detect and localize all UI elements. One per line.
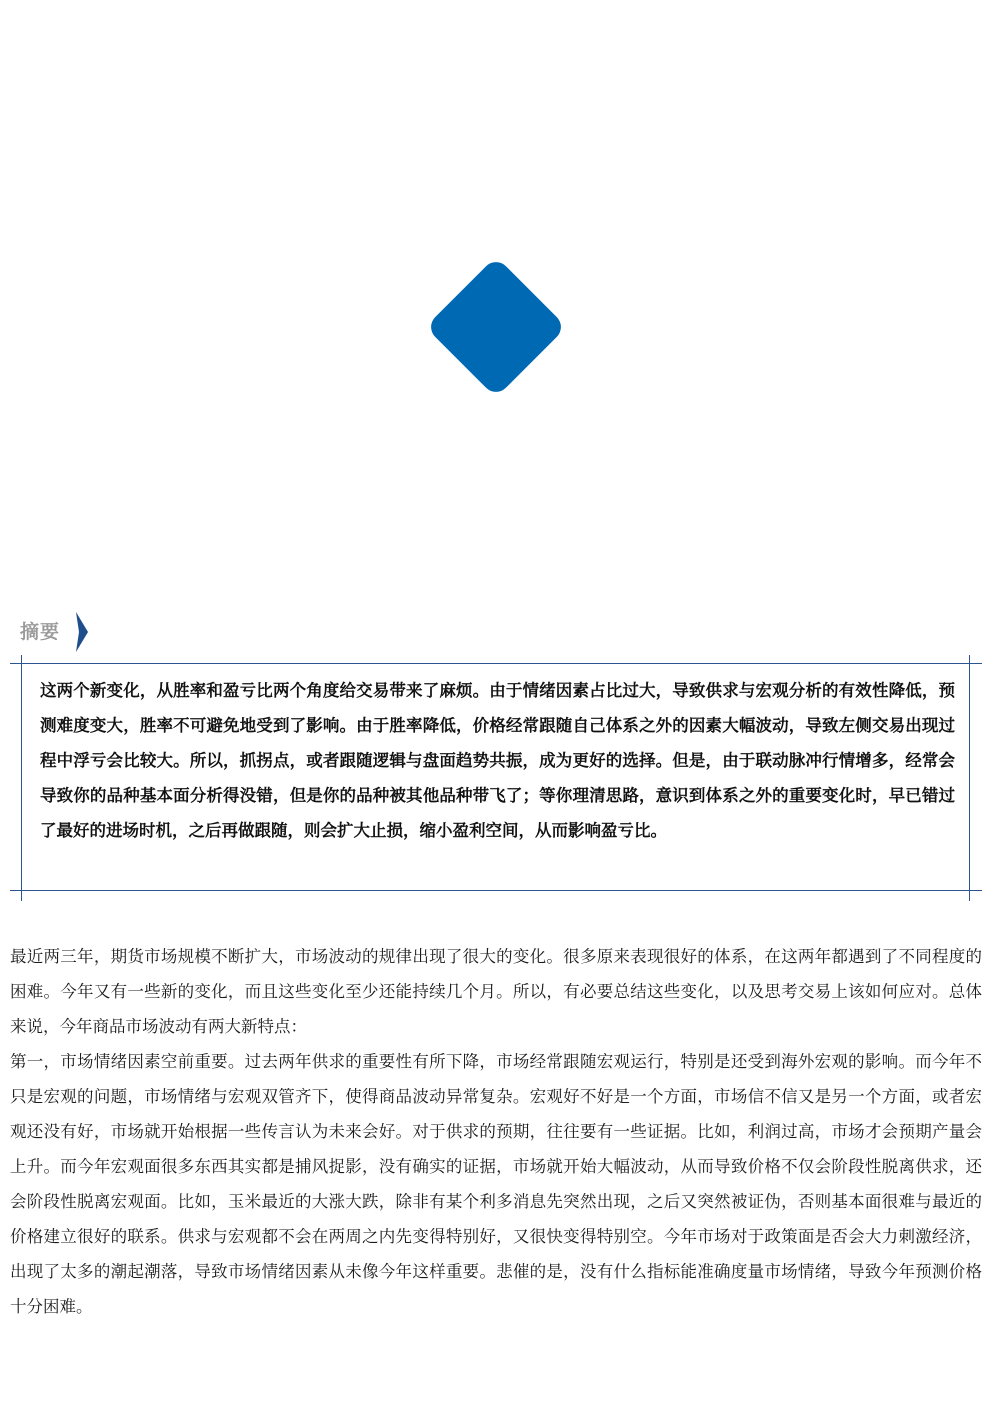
frame-left-line bbox=[21, 655, 22, 901]
frame-top-line bbox=[10, 663, 982, 664]
frame-bottom-line bbox=[10, 890, 982, 891]
body-paragraph-first-point: 第一，市场情绪因素空前重要。过去两年供求的重要性有所下降，市场经常跟随宏观运行，特别是还受到海外宏观的影响。而今年不只是宏观的问题，市场情绪与宏观双管齐下，使得商品波动异常复杂。宏观好不好是一个方面，市场信不信又是另一个方面，或者宏观还没有好，市场就开始根据一些传言认为未来会好。对于供求的预期，往往要有一些证据。比如，利润过高，市场才会预期产量会上升。而今年宏观面很多东西其实都是捕风捉影，没有确实的证据，市场就开始大幅波动，从而导致价格不仅会阶段性脱离供求，还会阶段性脱离宏观面。比如，玉米最近的大涨大跌，除非有某个利多消息先突然出现，之后又突然被证伪，否则基本面很难与最近的价格建立很好的联系。供求与宏观都不会在两周之内先变得特别好，又很快变得特别空。今年市场对于政策面是否会大力刺激经济，出现了太多的潮起潮落，导致市场情绪因素从未像今年这样重要。悲催的是，没有什么指标能准确度量市场情绪，导致今年预测价格十分困难。 bbox=[10, 1052, 982, 1316]
abstract-heading: 摘要 bbox=[20, 621, 61, 643]
diamond-logo-icon bbox=[424, 255, 568, 399]
abstract-text: 这两个新变化，从胜率和盈亏比两个角度给交易带来了麻烦。由于情绪因素占比过大，导致供求与宏观分析的有效性降低，预测难度变大，胜率不可避免地受到了影响。由于胜率降低，价格经常跟随自己体系之外的因素大幅波动，导致左侧交易出现过程中浮亏会比较大。所以，抓拐点，或者跟随逻辑与盘面趋势共振，成为更好的选择。但是，由于联动脉冲行情增多，经常会导致你的品种基本面分析得没错，但是你的品种被其他品种带飞了；等你理清思路，意识到体系之外的重要变化时，早已错过了最好的进场时机，之后再做跟随，则会扩大止损，缩小盈利空间，从而影响盈亏比。 bbox=[40, 681, 955, 840]
body-paragraph-intro: 最近两三年，期货市场规模不断扩大，市场波动的规律出现了很大的变化。很多原来表现很好的体系，在这两年都遇到了不同程度的困难。今年又有一些新的变化，而且这些变化至少还能持续几个月。所以，有必要总结这些变化，以及思考交易上该如何应对。总体来说，今年商品市场波动有两大新特点： bbox=[10, 947, 982, 1036]
body-text bbox=[10, 939, 982, 1324]
chevron-right-icon bbox=[76, 612, 88, 652]
frame-right-line bbox=[969, 655, 970, 901]
